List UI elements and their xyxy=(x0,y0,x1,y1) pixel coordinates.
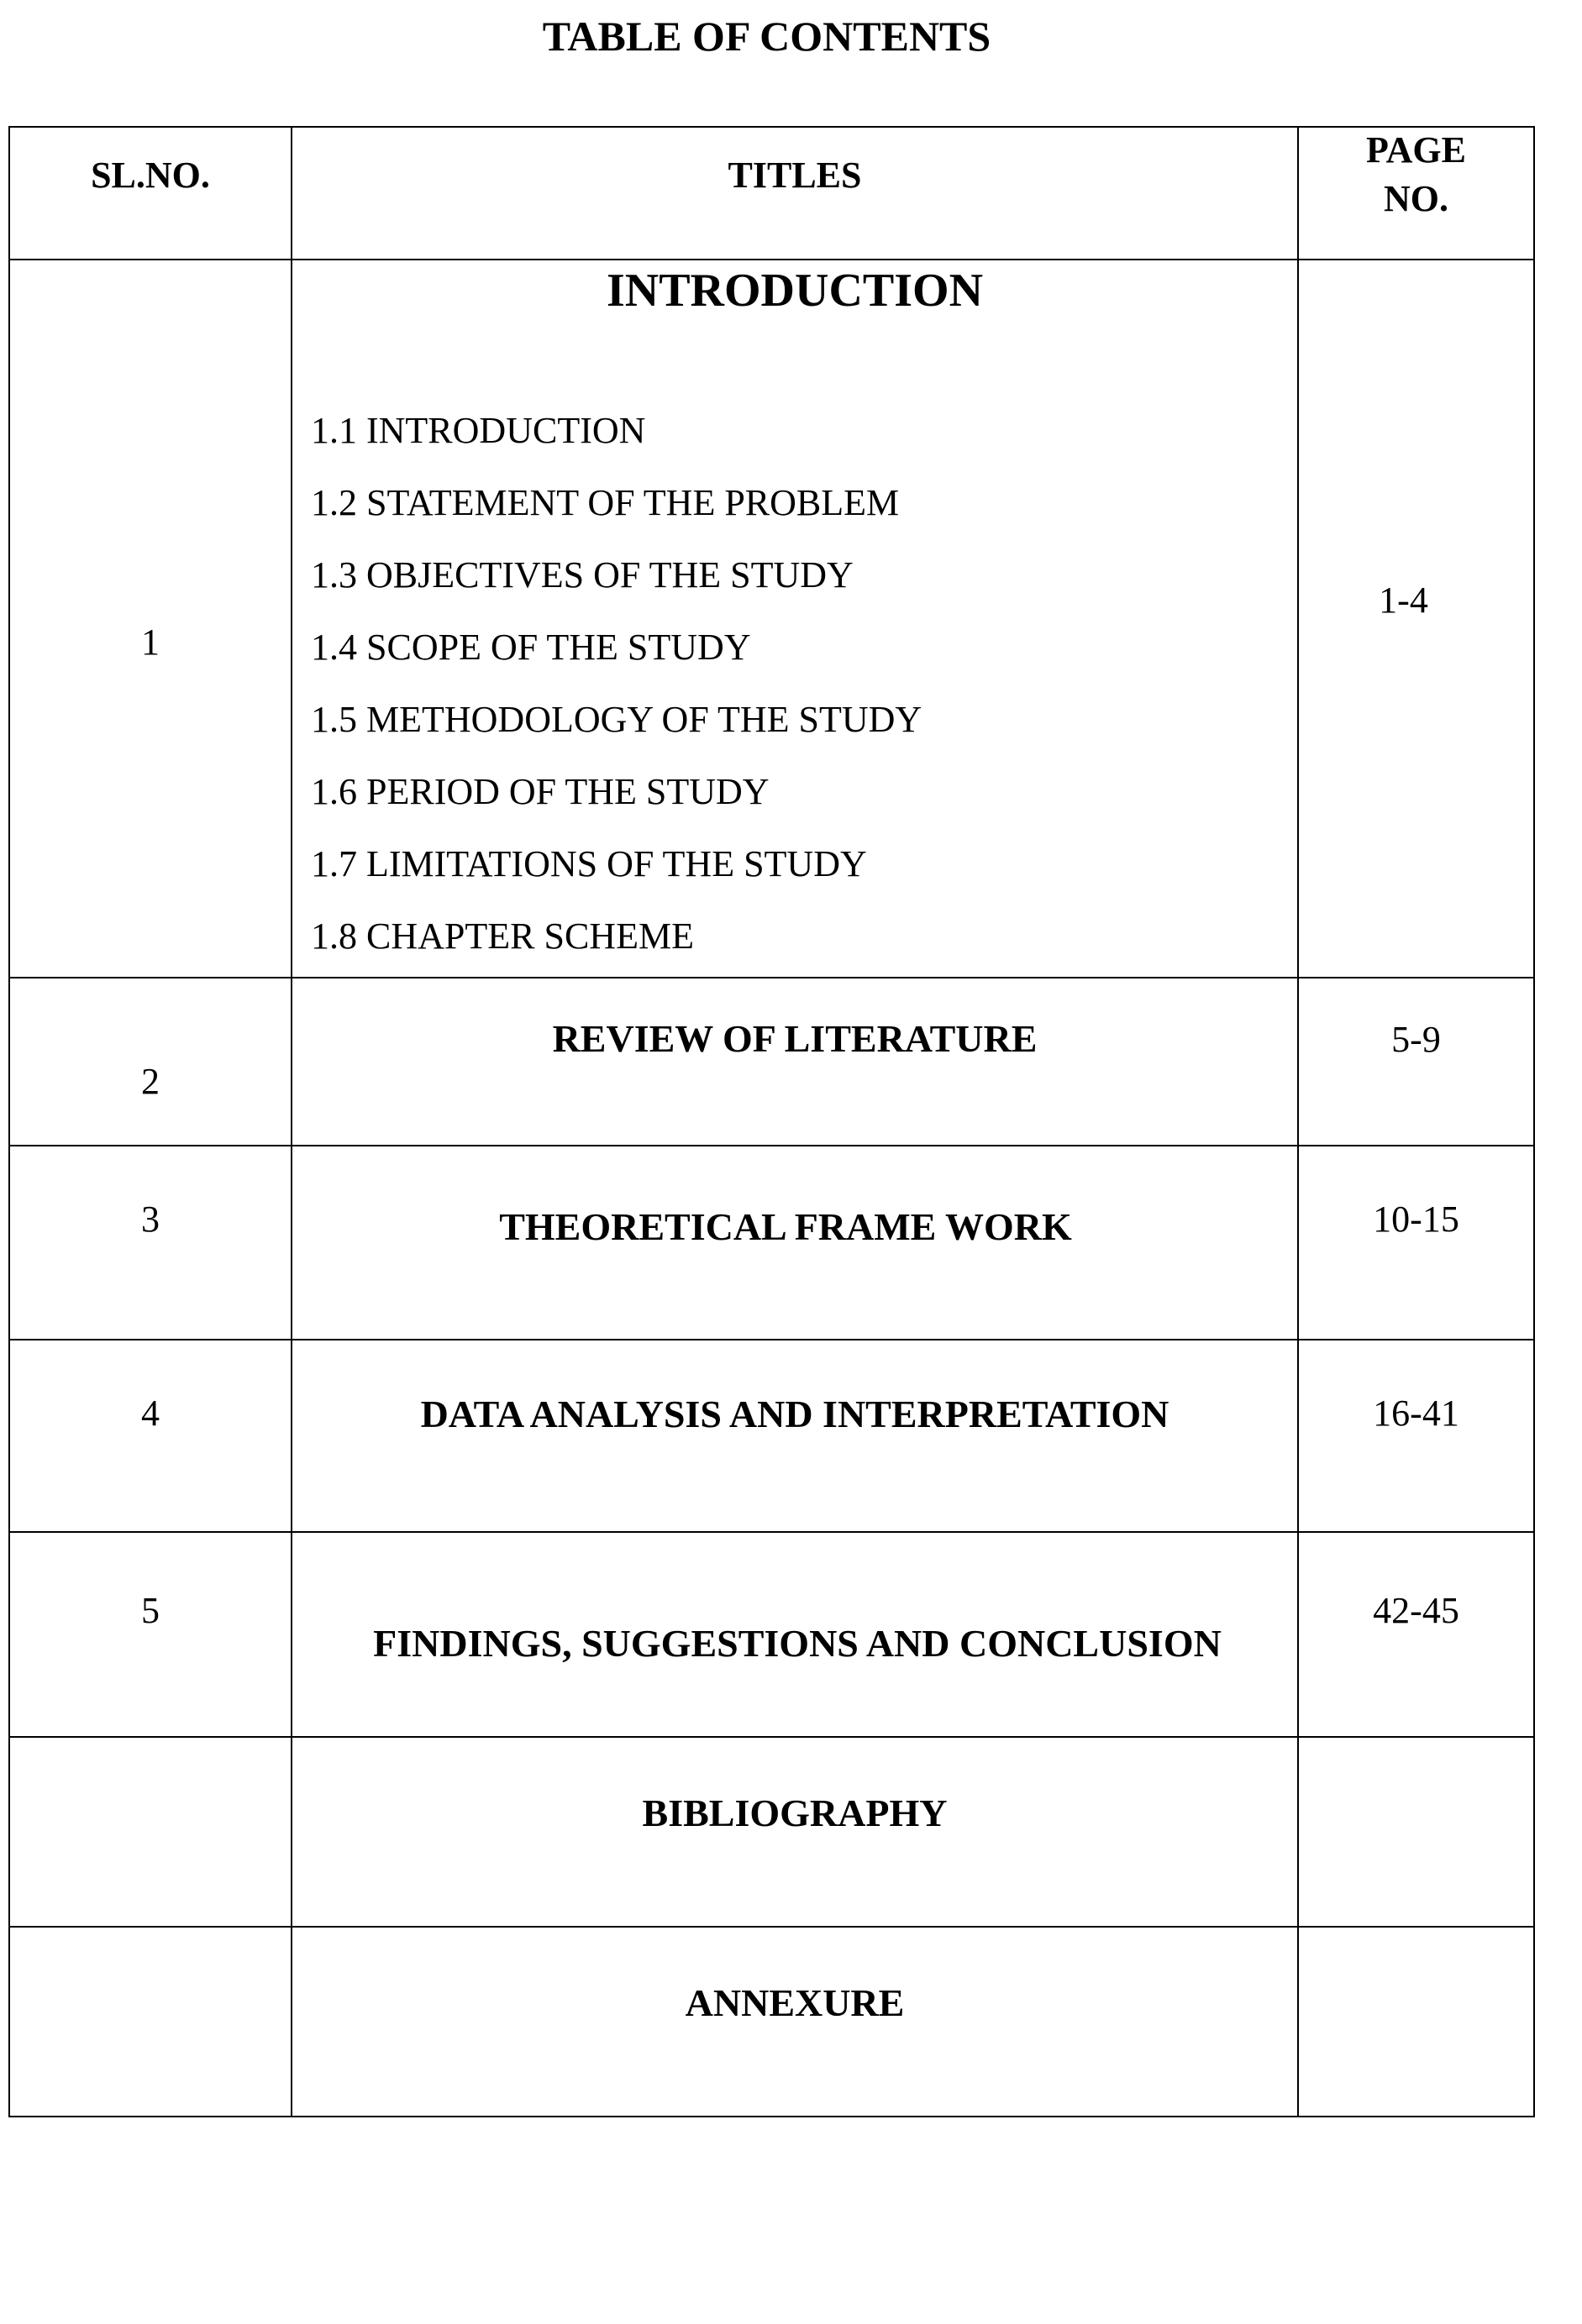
page-range-cell xyxy=(1298,978,1534,1146)
title-cell xyxy=(292,1737,1298,1927)
table-row xyxy=(9,1340,1534,1532)
page-range-cell xyxy=(1298,1340,1534,1532)
subsection-item: 1.3 OBJECTIVES OF THE STUDY xyxy=(311,554,854,595)
chapter-title: DATA ANALYSIS AND INTERPRETATION xyxy=(420,1393,1169,1435)
sl-no-cell xyxy=(9,1146,292,1340)
chapter-title: THEORETICAL FRAME WORK xyxy=(499,1205,1072,1248)
page-range-value: 1-4 xyxy=(1379,580,1428,621)
subsection-item: 1.8 CHAPTER SCHEME xyxy=(311,915,694,957)
title-cell xyxy=(292,260,1298,978)
title-cell xyxy=(292,1146,1298,1340)
page-range-cell xyxy=(1298,1927,1534,2117)
chapter-title: FINDINGS, SUGGESTIONS AND CONCLUSION xyxy=(373,1622,1222,1665)
sl-no-cell xyxy=(9,978,292,1146)
table-row xyxy=(9,1737,1534,1927)
sl-no-value: 2 xyxy=(141,1061,160,1102)
sl-no-value: 1 xyxy=(141,622,160,663)
header-titles-label: TITLES xyxy=(728,155,862,196)
subsection-item: 1.6 PERIOD OF THE STUDY xyxy=(311,771,770,812)
title-cell xyxy=(292,1532,1298,1737)
subsection-item: 1.2 STATEMENT OF THE PROBLEM xyxy=(311,482,900,523)
header-cell-titles xyxy=(292,127,1298,260)
page-range-value: 5-9 xyxy=(1391,1019,1441,1060)
sl-no-cell xyxy=(9,260,292,978)
header-page-label-line2: NO. xyxy=(1384,178,1448,219)
table-row xyxy=(9,1146,1534,1340)
title-cell xyxy=(292,978,1298,1146)
sl-no-value: 5 xyxy=(141,1590,160,1631)
page-range-value: 16-41 xyxy=(1373,1393,1459,1434)
title-cell xyxy=(292,1340,1298,1532)
subsection-item: 1.7 LIMITATIONS OF THE STUDY xyxy=(311,843,867,884)
subsection-item: 1.5 METHODOLOGY OF THE STUDY xyxy=(311,699,922,740)
chapter-title: ANNEXURE xyxy=(685,1981,905,2024)
header-page-label-line1: PAGE xyxy=(1366,129,1466,170)
subsection-item: 1.1 INTRODUCTION xyxy=(311,410,646,451)
page-range-cell xyxy=(1298,1146,1534,1340)
table-row xyxy=(9,1532,1534,1737)
page-range-value: 10-15 xyxy=(1373,1199,1459,1240)
header-sl-no-label: SL.NO. xyxy=(91,155,210,196)
sl-no-cell xyxy=(9,1340,292,1532)
page-range-value: 42-45 xyxy=(1373,1590,1459,1631)
page-range-cell xyxy=(1298,1532,1534,1737)
header-cell-page-no xyxy=(1298,127,1534,260)
header-cell-sl-no xyxy=(9,127,292,260)
subsection-list xyxy=(311,395,922,973)
header-row xyxy=(9,127,1534,260)
table-row xyxy=(9,978,1534,1146)
sl-no-cell xyxy=(9,1532,292,1737)
page-title: TABLE OF CONTENTS xyxy=(542,13,991,60)
sl-no-cell xyxy=(9,1927,292,2117)
page-range-cell xyxy=(1298,260,1534,978)
table-row xyxy=(9,1927,1534,2117)
chapter-title: INTRODUCTION xyxy=(606,265,984,317)
sl-no-cell xyxy=(9,1737,292,1927)
sl-no-value: 3 xyxy=(141,1199,160,1240)
toc-table xyxy=(8,126,1535,2117)
sl-no-value: 4 xyxy=(141,1393,160,1434)
chapter-title: REVIEW OF LITERATURE xyxy=(552,1017,1038,1060)
table-row xyxy=(9,260,1534,978)
subsection-item: 1.4 SCOPE OF THE STUDY xyxy=(311,627,751,668)
title-cell xyxy=(292,1927,1298,2117)
page-range-cell xyxy=(1298,1737,1534,1927)
chapter-title: BIBLIOGRAPHY xyxy=(642,1792,948,1834)
